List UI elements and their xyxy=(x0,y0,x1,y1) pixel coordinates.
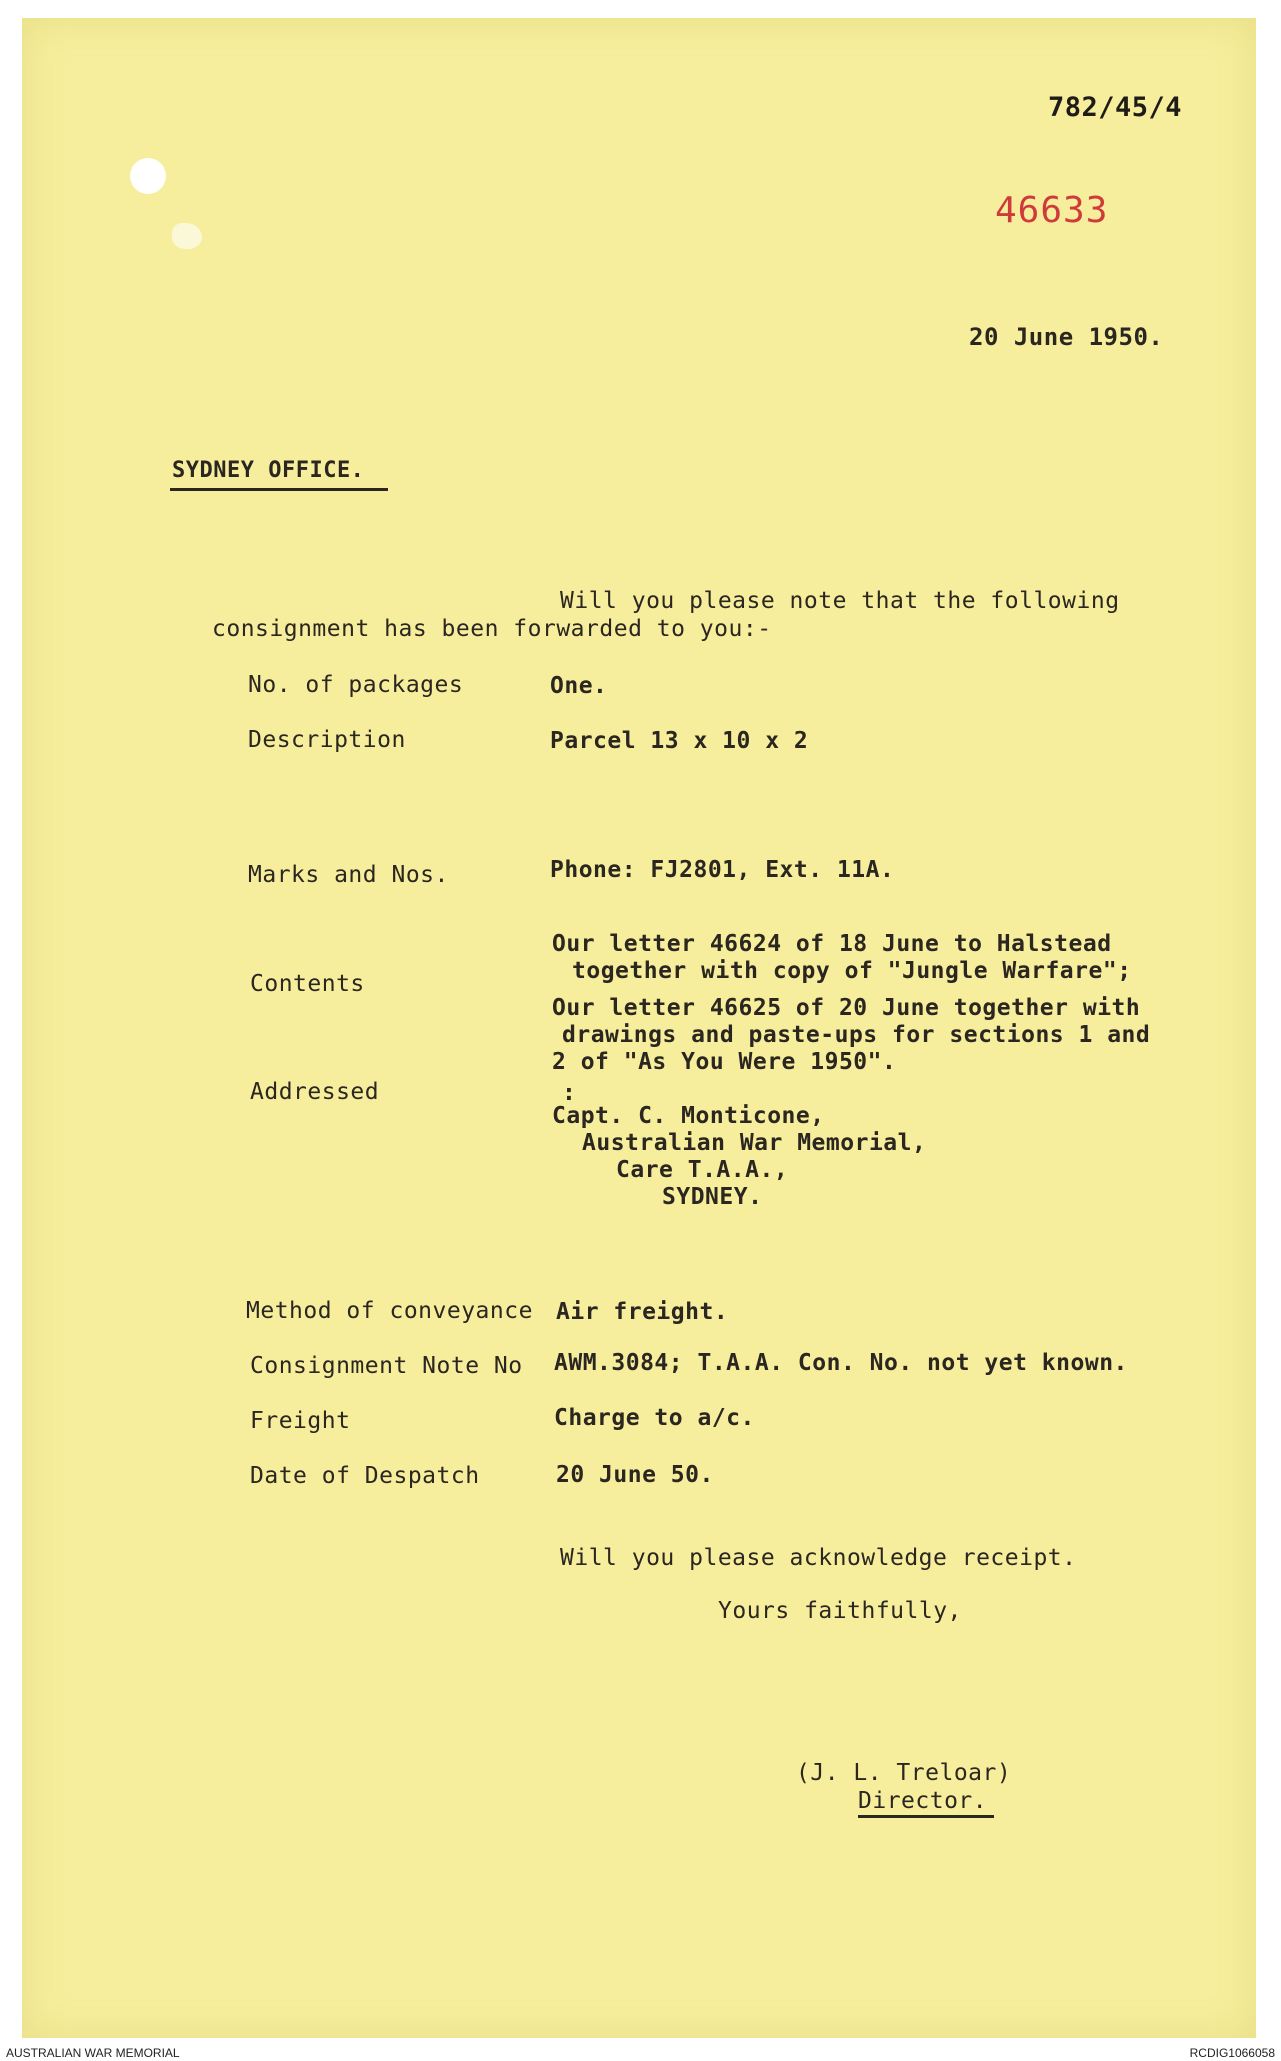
packages-value: One. xyxy=(550,673,608,699)
letter-date: 20 June 1950. xyxy=(969,323,1164,351)
contents-line: 2 of "As You Were 1950". xyxy=(552,1049,897,1075)
address-line: Australian War Memorial, xyxy=(582,1130,927,1156)
contents-line: together with copy of "Jungle Warfare"; xyxy=(572,958,1132,984)
file-reference: 782/45/4 xyxy=(1048,92,1183,123)
addressed-label: Addressed xyxy=(250,1079,380,1105)
contents-line: Our letter 46624 of 18 June to Halstead xyxy=(552,931,1112,957)
freight-label: Freight xyxy=(250,1408,351,1434)
addressee-underline xyxy=(170,488,388,491)
intro-line-1: Will you please note that the following xyxy=(560,588,1120,614)
registry-number: 46633 xyxy=(995,190,1109,231)
description-value: Parcel 13 x 10 x 2 xyxy=(550,728,809,754)
punch-hole xyxy=(130,158,166,194)
signatory-name: (J. L. Treloar) xyxy=(796,1760,1012,1786)
acknowledge-line: Will you please acknowledge receipt. xyxy=(560,1545,1077,1571)
addressee-heading: SYDNEY OFFICE. xyxy=(172,458,365,483)
address-line: Care T.A.A., xyxy=(616,1157,789,1183)
address-line: Capt. C. Monticone, xyxy=(552,1103,825,1129)
contents-line: drawings and paste-ups for sections 1 and xyxy=(562,1022,1151,1048)
contents-label: Contents xyxy=(250,971,365,997)
footer-archive-name: AUSTRALIAN WAR MEMORIAL xyxy=(6,2046,180,2060)
punch-hole-tear xyxy=(172,223,202,249)
freight-value: Charge to a/c. xyxy=(554,1405,755,1431)
footer-record-id: RCDIG1066058 xyxy=(1189,2046,1275,2060)
packages-label: No. of packages xyxy=(248,672,464,698)
signatory-title-underline xyxy=(858,1815,994,1818)
address-line: SYDNEY. xyxy=(662,1184,763,1210)
marks-label: Marks and Nos. xyxy=(248,862,449,888)
signatory-title: Director. xyxy=(858,1788,988,1814)
intro-line-2: consignment has been forwarded to you:- xyxy=(212,616,772,642)
addressed-colon: : xyxy=(562,1080,577,1106)
consignment-note-value: AWM.3084; T.A.A. Con. No. not yet known. xyxy=(554,1350,1128,1376)
method-label: Method of conveyance xyxy=(246,1298,533,1324)
despatch-label: Date of Despatch xyxy=(250,1463,480,1489)
valediction: Yours faithfully, xyxy=(718,1598,962,1624)
consignment-note-label: Consignment Note No xyxy=(250,1353,523,1379)
description-label: Description xyxy=(248,727,406,753)
contents-line: Our letter 46625 of 20 June together with xyxy=(552,995,1141,1021)
marks-value: Phone: FJ2801, Ext. 11A. xyxy=(550,857,895,883)
method-value: Air freight. xyxy=(556,1299,729,1325)
despatch-value: 20 June 50. xyxy=(556,1462,714,1488)
